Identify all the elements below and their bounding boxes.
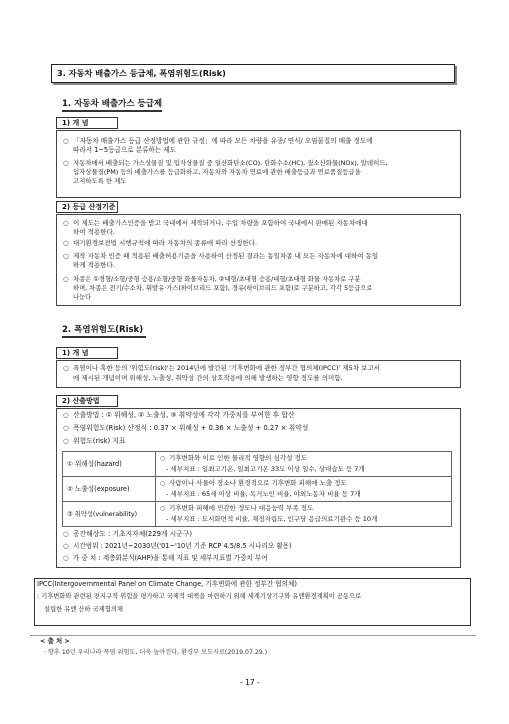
bullet-icon: ○ xyxy=(63,159,69,167)
bullet-icon: ○ xyxy=(63,530,69,538)
bullet-icon: ○ xyxy=(63,252,69,260)
table-desc-cell-exposure xyxy=(155,476,452,502)
table-desc-vulnerability-line-1: 기후변화 피해에 민감한 정도나 대응능력 부족 정도 xyxy=(169,504,314,512)
section2-heading-underline xyxy=(62,336,146,338)
section1-criteria-label-box xyxy=(56,201,118,213)
s1-criteria-item-2-line-1: 대기환경보전법 시행규칙에 따라 자동차의 종류에 따라 산정한다. xyxy=(73,239,257,247)
section2-method-label-box xyxy=(56,395,118,407)
table-label-cell-exposure xyxy=(62,476,156,502)
s2-overview-item-1-line-1: 폭염이나 혹한 등의 '위험도(risk)'는 2014년에 발간된 '기후변화에 관한 정부간 협의체(IPCC)' 제5차 보고서 xyxy=(73,364,381,372)
section2-overview-label: 1) 개 념 xyxy=(62,349,89,357)
section1-criteria-label: 2) 등급 산정기준 xyxy=(62,203,116,211)
table-label-cell-vulnerability xyxy=(62,501,156,527)
section1-heading: 1. 자동차 배출가스 등급제 xyxy=(62,99,163,109)
source-divider xyxy=(30,635,476,636)
ipcc-note-line-1: : 기후변화와 관련된 전지구적 위험을 평가하고 국제적 대책을 마련하기 위해 세계기상기구와 유엔환경계획이 공동으로 xyxy=(37,593,362,600)
page-title: 3. 자동차 배출가스 등급제, 폭염위험도(Risk) xyxy=(57,68,226,78)
table-desc-exposure-line-1: 사람이나 사물이 장소나 환경적으로 기후변화 피해에 노출 정도 xyxy=(169,479,347,487)
s1-overview-item-1-line-1: 「자동차 배출가스 등급 산정방법에 관한 규정」에 따라 모든 차량을 유종/ 연식/ 오염물질의 배출 정도에 xyxy=(73,137,373,145)
s1-criteria-item-4-line-2: 하며, 차종은 전기/수소차, 휘발유·가스(하이브리드 포함), 경유(하이브리드 포함)로 구분하고, 각각 5등급으로 xyxy=(73,285,373,292)
s1-overview-item-2-line-1: 자동차에서 배출되는 가스상물질 및 입자상물질 중 일산화탄소(CO), 탄화수소(HC), 질소산화물(NOx), 알데히드, xyxy=(73,159,388,167)
s1-overview-item-2-line-2: 입자상물질(PM) 등의 배출가스를 등급화하고, 자동차와 자동차 연료에 관한 배출등급과 연료품질등급을 xyxy=(73,168,361,176)
bullet-icon: ○ xyxy=(63,437,69,445)
s2-method-item-2: 폭염위험도(Risk) 산정식 : 0.37 × 위해성 + 0.36 × 노출성 + 0.27 × 취약성 xyxy=(73,424,309,432)
s1-overview-item-2-line-3: 고지하도록 한 제도 xyxy=(73,177,127,185)
s2-after-item-1: 공간해상도 : 기초지자체(229개 시군구) xyxy=(73,530,192,538)
s2-method-item-1: 산출방법 : ① 위해성, ② 노출성, ③ 취약성에 각각 가중치를 부여한 후 합산 xyxy=(73,411,295,419)
table-label-vulnerability: ③ 취약성(vulnerability) xyxy=(67,511,138,518)
source-label: < 출 처 > xyxy=(40,637,70,645)
section1-overview-label: 1) 개 념 xyxy=(62,119,89,127)
table-label-hazard: ① 위해성(hazard) xyxy=(67,460,122,468)
ipcc-note-line-2: 설립한 유엔 산하 국제협의체 xyxy=(44,606,123,613)
bullet-icon: ○ xyxy=(63,275,69,283)
table-label-cell-hazard xyxy=(62,451,156,477)
bullet-icon: ○ xyxy=(63,424,69,432)
s1-criteria-item-4-line-3: 나눈다 xyxy=(73,294,92,301)
s1-criteria-item-3-line-1: 제작 자동차 인증 때 적용된 배출허용기준을 사용하여 산정된 결과는 동일차종 내 모든 자동차에 대하여 동일 xyxy=(73,252,379,260)
s2-overview-item-1-line-2: 에 제시된 개념이며 위해성, 노출성, 취약성 간의 상호작용에 의해 발생하는 영향 정도를 의미함. xyxy=(73,374,343,382)
section1-heading-underline xyxy=(62,110,162,112)
bullet-icon: ○ xyxy=(160,480,166,487)
source-text: · 향후 10년 우리나라 폭염 위험도, 더욱 높아진다, 환경부 보도자료(2019.07.29.) xyxy=(44,649,268,656)
bullet-icon: ○ xyxy=(63,239,69,247)
bullet-icon: ○ xyxy=(160,505,166,512)
table-desc-exposure-line-2: - 세부지표 : 65세 이상 비율, 독거노인 비율, 야외노동자 비율 등 7개 xyxy=(166,490,361,498)
table-desc-vulnerability-line-2: - 세부지표 : 도시화면적 비율, 재정자립도, 인구당 응급의료기관수 등 10개 xyxy=(166,515,378,523)
table-desc-cell-vulnerability xyxy=(155,501,452,527)
s2-after-item-3: 가 중 치 : 계층화분석(AHP)을 통해 지표 및 세부지표별 가중치 부여 xyxy=(73,554,268,562)
s1-overview-item-1-line-2: 따라서 1~5등급으로 분류하는 제도 xyxy=(73,146,177,154)
bullet-icon: ○ xyxy=(63,554,69,562)
s1-criteria-item-3-line-2: 하게 적용한다. xyxy=(73,261,115,269)
ipcc-note-title: IPCC(Intergovernmental Panel on Climate Change, 기후변화에 관한 정부간 협의체) xyxy=(37,580,297,588)
bullet-icon: ○ xyxy=(63,219,69,227)
section2-overview-label-box xyxy=(56,347,118,359)
section1-overview-label-box xyxy=(56,117,118,129)
title-box xyxy=(51,64,455,83)
table-desc-cell-hazard xyxy=(155,451,452,477)
s1-criteria-item-1-line-1: 이 제도는 배출가스인증을 받고 국내에서 제작되거나, 수입 차량을 포함하여 국내에서 판매된 자동차에대 xyxy=(73,219,368,227)
section2-heading: 2. 폭염위험도(Risk) xyxy=(62,325,144,335)
s1-criteria-item-4-line-1: 차종은 ①경형/소형/중형 승용/소형/중형 화물자동차, ②대형/초대형 승용/대형/초대형 화물 자동차로 구분 xyxy=(73,276,361,283)
s2-method-item-3: 위험도(risk) 지표 xyxy=(73,437,126,445)
bullet-icon: ○ xyxy=(63,542,69,550)
bullet-icon: ○ xyxy=(160,455,166,462)
page-number: - 17 - xyxy=(240,678,260,687)
bullet-icon: ○ xyxy=(63,137,69,145)
s1-criteria-item-1-line-2: 하여 적용한다. xyxy=(73,228,115,236)
bullet-icon: ○ xyxy=(63,364,69,372)
s2-after-item-2: 시간범위 : 2021년~2030년('01~'10년 기준 RCP 4.5/8.5 시나리오 활용) xyxy=(73,542,292,550)
bullet-icon: ○ xyxy=(63,411,69,419)
table-label-exposure: ② 노출성(exposure) xyxy=(67,485,130,493)
table-desc-hazard-line-1: 기후변화와 이로 인한 물리적 영향의 심각성 정도 xyxy=(169,454,307,462)
section2-method-label: 2) 산출방법 xyxy=(62,397,100,405)
table-desc-hazard-line-2: - 세부지표 : 일최고기온, 일최고기온 33도 이상 일수, 상대습도 등 7개 xyxy=(166,465,365,473)
